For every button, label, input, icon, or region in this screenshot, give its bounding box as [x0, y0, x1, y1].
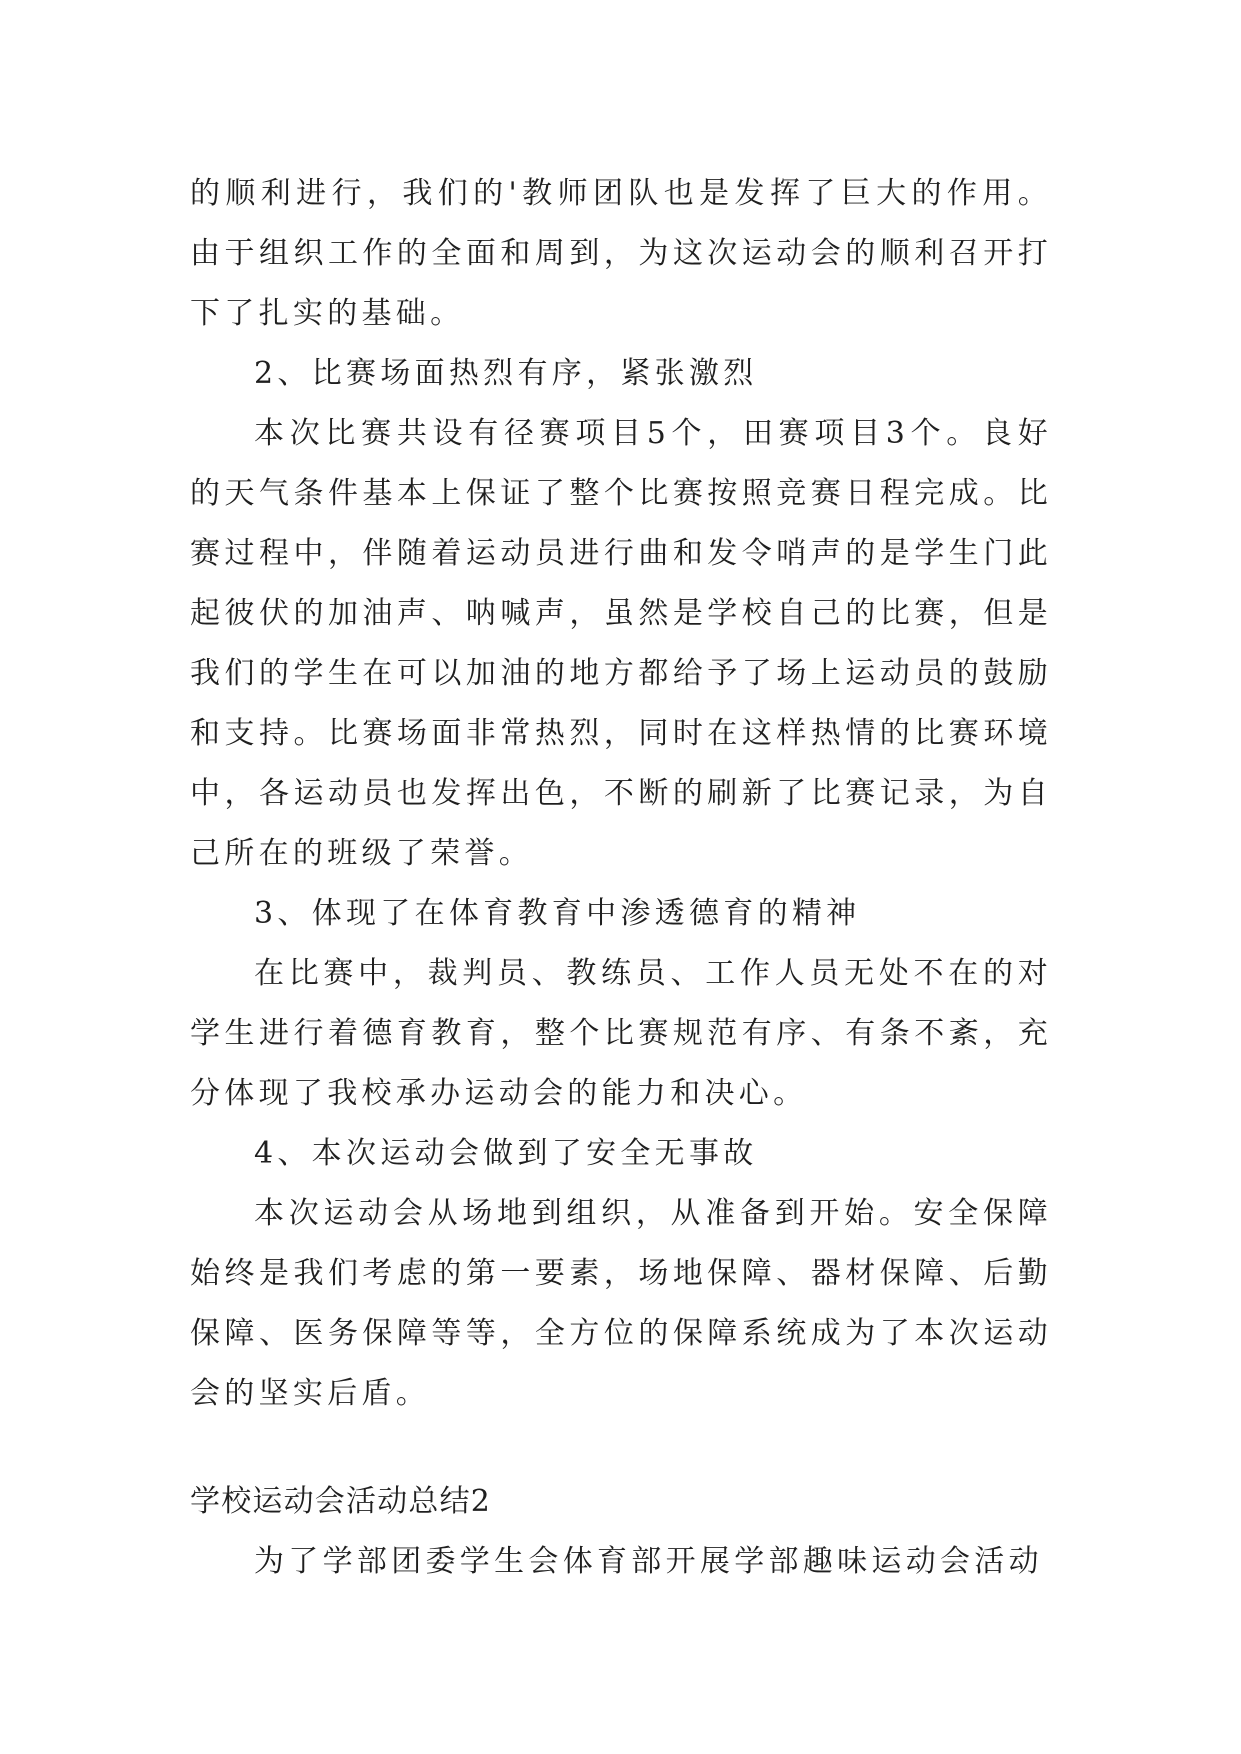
heading-item-3: 3、体现了在体育教育中渗透德育的精神 [254, 896, 861, 931]
paragraph-safety: 本次运动会从场地到组织，从准备到开始。安全保障始终是我们考虑的第一要素，场地保障、器材保障、后勤保障、医务保障等等，全方位的保障系统成为了本次运动会的坚实后盾。 [190, 1196, 1052, 1411]
paragraph-continuation: 的顺利进行，我们的'教师团队也是发挥了巨大的作用。由于组织工作的全面和周到，为这次运动会的顺利召开打下了扎实的基础。 [190, 176, 1052, 331]
document-body [190, 164, 1052, 1592]
section-title: 学校运动会活动总结2 [190, 1484, 492, 1519]
heading-item-4: 4、本次运动会做到了安全无事故 [254, 1136, 758, 1171]
paragraph-moral-education: 在比赛中，裁判员、教练员、工作人员无处不在的对学生进行着德育教育，整个比赛规范有序、有条不紊，充分体现了我校承办运动会的能力和决心。 [190, 956, 1052, 1111]
paragraph-section2-first: 为了学部团委学生会体育部开展学部趣味运动会活动 [254, 1544, 1043, 1579]
paragraph-competition: 本次比赛共设有径赛项目5个，田赛项目3个。良好的天气条件基本上保证了整个比赛按照竞赛日程完成。比赛过程中，伴随着运动员进行曲和发令哨声的是学生门此起彼伏的加油声、呐喊声，虽然是学校自己的比赛，但是我们的学生在可以加油的地方都给予了场上运动员的鼓励和支持。比赛场面非常热烈，同时在这样热情的比赛环境中，各运动员也发挥出色，不断的刷新了比赛记录，为自己所在的班级了荣誉。 [190, 416, 1052, 871]
heading-item-2: 2、比赛场面热烈有序，紧张激烈 [254, 356, 758, 391]
